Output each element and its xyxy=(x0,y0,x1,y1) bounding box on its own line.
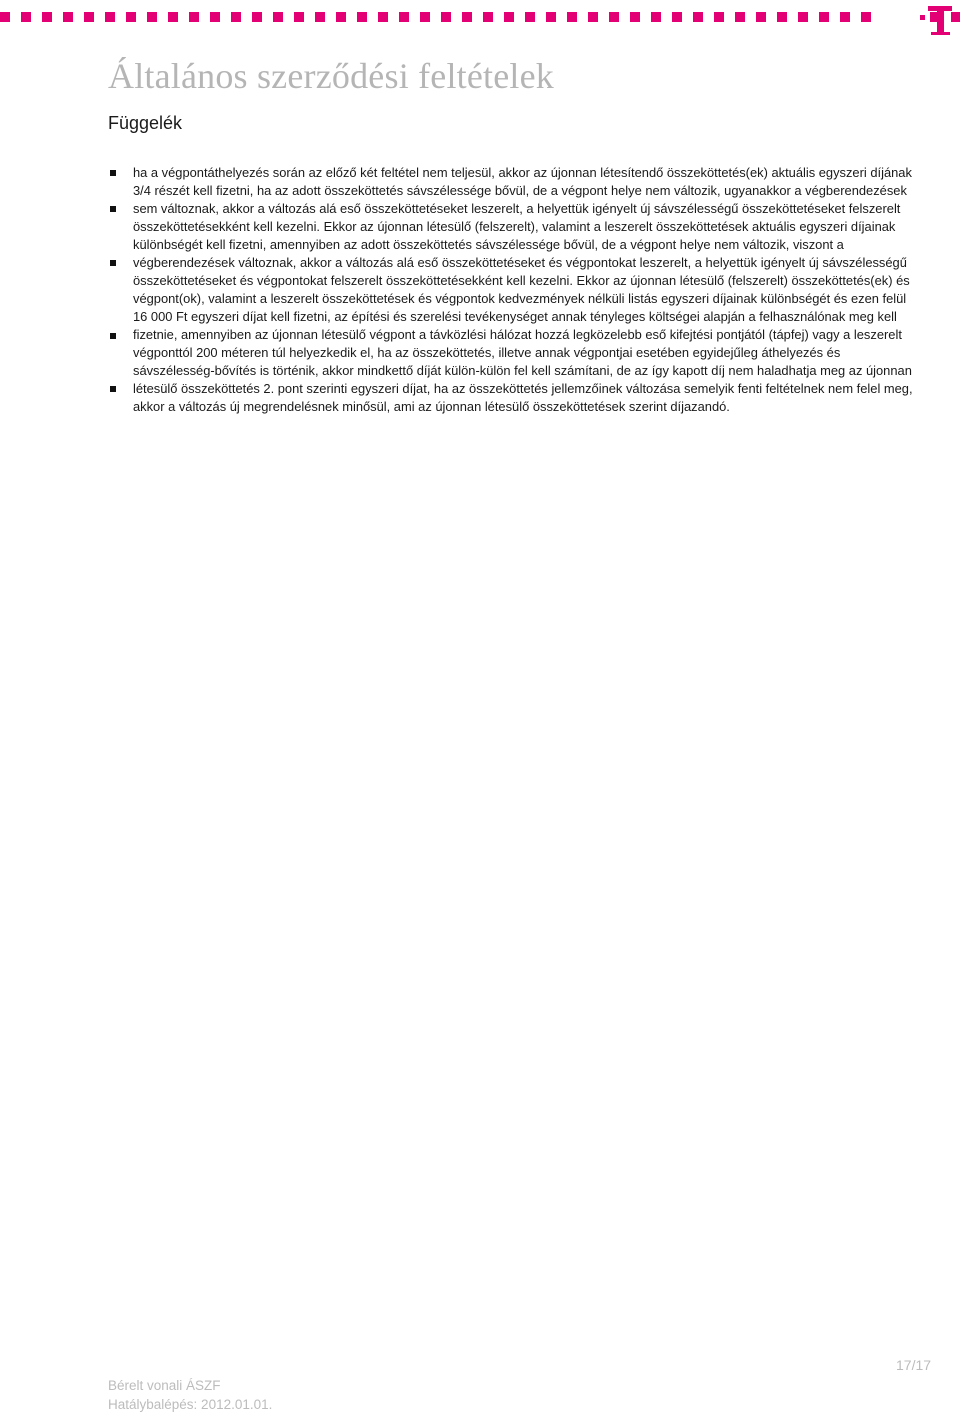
paragraph: ha az összeköttetés, illetve annak végpontjai esetében egyidejűleg áthelyezés és sávszélesség-bővítés is történik, akkor mindkettő díját külön-külön fel kell számítani, de az így kapott díj nem haladhatja meg az újonnan létesülő összeköttetés 2. pont szerinti egyszeri díjat, ha az összeköttetés jellemzőinek változása semelyik fenti feltételnek nem felel meg, akkor a változás új megrendelésnek minősül, ami az újonnan létesülő összeköttetések szerint díjazandó. xyxy=(133,345,913,414)
terms-body xyxy=(133,164,923,416)
footer-doc-info xyxy=(108,1376,272,1414)
footer-effective-date: Hatálybalépés: 2012.01.01. xyxy=(108,1397,273,1412)
page-title: Általános szerződési feltételek xyxy=(108,56,555,96)
bullet-square-icon xyxy=(110,333,116,339)
bullet-square-icon xyxy=(110,170,116,176)
page-number: 17/17 xyxy=(896,1357,932,1373)
paragraph: az építési és szerelési tevékenységet annak tényleges költségei alapján a felhasználónak meg kell fizetnie, amennyiben az újonnan létesülő végpont a távközlési hálózat hozzá legközelebb eső kifejtési pontjától (tápfej) vagy a leszerelt végponttól 200 méteren túl helyezkedik el, xyxy=(133,309,902,360)
page-subtitle: Függelék xyxy=(108,113,183,133)
bullet-square-icon xyxy=(110,260,116,266)
paragraph: ha a végpontáthelyezés során az előző két feltétel nem teljesül, akkor az újonnan létesítendő összeköttetés(ek) aktuális egyszeri díjának 3/4 részét kell fizetni, xyxy=(133,165,912,198)
footer-doc-name: Bérelt vonali ÁSZF xyxy=(108,1378,221,1393)
bullet-square-icon xyxy=(110,386,116,392)
paragraph: amennyiben az adott összeköttetés sávszélessége bővül, de a végpont helye nem változik, viszont a végberendezések változnak, akkor a változás alá eső összeköttetéseket és végpontokat leszerelt, a helyettük igényelt új sávszélességű összeköttetéseket és végpontokat felszerelt összeköttetésekként kell kezelni. Ekkor az újonnan létesülő (felszerelt) összeköttetés(ek) és végpont(ok), valamint a leszerelt összeköttetések és végpontok kedvezmények nélküli listás egyszeri díjainak különbségét és ezen felül 16 000 Ft egyszeri díjat kell fizetni, xyxy=(133,237,910,324)
paragraph: ha az adott összeköttetés sávszélessége bővül, de a végpont helye nem változik, ugyanakkor a végberendezések sem változnak, akkor a változás alá eső összeköttetéseket leszerelt, a helyettük igényelt új sávszélességű összeköttetéseket felszerelt összeköttetésekként kell kezelni. Ekkor az újonnan létesülő (felszerelt), valamint a leszerelt összeköttetések aktuális egyszeri díjainak különbségét kell fizetni, xyxy=(133,183,907,252)
bullet-square-icon xyxy=(110,206,116,212)
